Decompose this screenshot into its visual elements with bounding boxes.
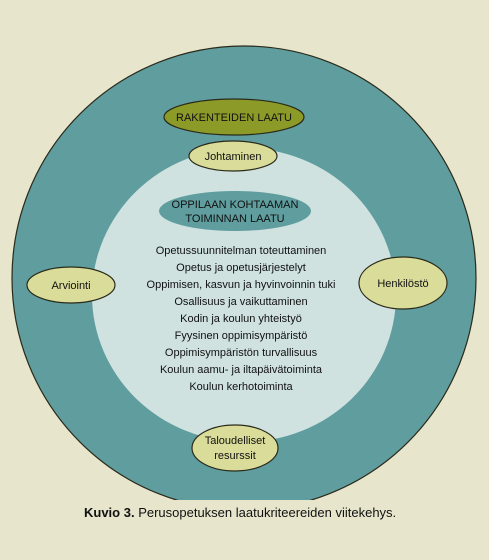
activity-quality-title-line2: TOIMINNAN LAATU [185, 213, 285, 225]
financial-resources-label-line1: Taloudelliset [204, 435, 266, 447]
activity-quality-title-line1: OPPILAAN KOHTAAMAN [171, 199, 299, 211]
criteria-item: Fyysinen oppimisympäristö [174, 330, 308, 342]
leadership-label: Johtaminen [204, 151, 262, 163]
figure-caption [84, 505, 396, 520]
criteria-item: Koulun aamu- ja iltapäivätoiminta [159, 364, 323, 376]
evaluation-label: Arviointi [51, 280, 91, 292]
caption-text: Perusopetuksen laatukriteereiden viitekehys. [134, 505, 397, 520]
activity-quality-oval [159, 191, 311, 231]
criteria-item: Opetussuunnitelman toteuttaminen [155, 245, 327, 257]
criteria-item: Koulun kerhotoiminta [189, 381, 293, 393]
financial-resources-label-line2: resurssit [214, 450, 256, 462]
caption-label: Kuvio 3. [84, 505, 135, 520]
criteria-item: Opetus ja opetusjärjestelyt [176, 262, 306, 274]
criteria-item: Oppimisympäristön turvallisuus [164, 347, 318, 359]
staff-label: Henkilöstö [377, 278, 429, 290]
criteria-item: Oppimisen, kasvun ja hyvinvoinnin tuki [146, 279, 336, 291]
criteria-item: Osallisuus ja vaikuttaminen [174, 296, 308, 308]
criteria-item: Kodin ja koulun yhteistyö [180, 313, 302, 325]
financial-resources-oval [192, 425, 278, 471]
structure-quality-label: RAKENTEIDEN LAATU [176, 112, 292, 124]
